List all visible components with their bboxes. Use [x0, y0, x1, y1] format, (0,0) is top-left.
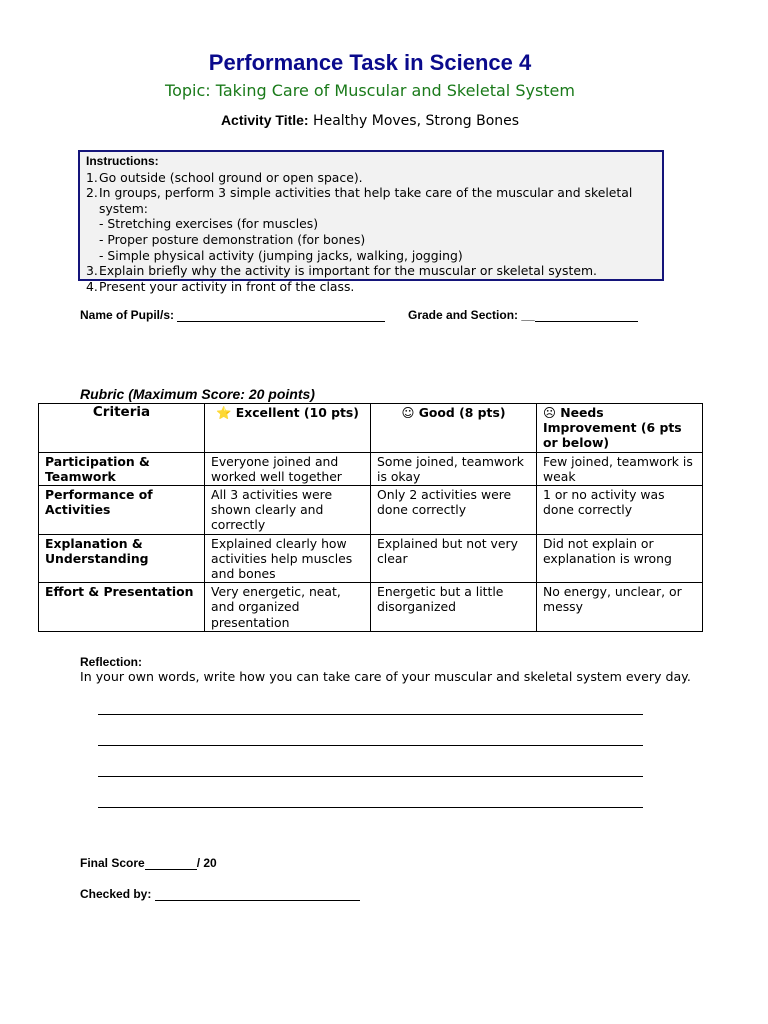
name-field-label: Name of Pupil/s:: [80, 308, 175, 322]
instruction-item: 1.Go outside (school ground or open space).: [86, 169, 363, 185]
good-cell: Energetic but a little disorganized: [371, 583, 537, 632]
table-row: [39, 486, 703, 535]
reflection-answer-line[interactable]: [98, 714, 643, 715]
excellent-cell: Everyone joined and worked well together: [205, 452, 371, 485]
instruction-subitem: - Stretching exercises (for muscles): [99, 216, 319, 232]
table-row: [39, 534, 703, 583]
activity-title-label: Activity Title:: [220, 112, 309, 128]
criteria-cell: Effort & Presentation: [39, 583, 205, 632]
page-title: Performance Task in Science 4: [208, 50, 532, 75]
grade-section-field: [408, 308, 638, 322]
grade-section-label: Grade and Section: __: [408, 308, 535, 322]
final-score-field: [80, 856, 217, 870]
instruction-item: 2.In groups, perform 3 simple activities that help take care of the muscular and skeletal: [86, 185, 633, 201]
needs-improvement-cell: 1 or no activity was done correctly: [537, 486, 703, 535]
rubric-header-excellent: ⭐ Excellent (10 pts): [205, 404, 371, 453]
good-cell: Only 2 activities were done correctly: [371, 486, 537, 535]
excellent-cell: All 3 activities were shown clearly and correctly: [205, 486, 371, 535]
instructions-box: [78, 150, 664, 294]
instruction-subitem: - Proper posture demonstration (for bones): [99, 231, 366, 247]
name-field-blank[interactable]: [177, 321, 385, 322]
instruction-item: 4.Present your activity in front of the class.: [86, 278, 355, 294]
instructions-heading: Instructions:: [86, 154, 159, 168]
criteria-cell: Explanation & Understanding: [39, 534, 205, 583]
needs-improvement-cell: Did not explain or explanation is wrong: [537, 534, 703, 583]
rubric-header-criteria: Criteria: [39, 404, 205, 453]
final-score-blank[interactable]: [145, 869, 197, 870]
reflection-answer-line[interactable]: [98, 807, 643, 808]
good-cell: Some joined, teamwork is okay: [371, 452, 537, 485]
rubric-title: Rubric (Maximum Score: 20 points): [80, 386, 315, 402]
table-row: [39, 452, 703, 485]
needs-improvement-cell: Few joined, teamwork is weak: [537, 452, 703, 485]
reflection-heading: Reflection:: [80, 655, 143, 669]
table-row: [39, 583, 703, 632]
checked-by-field: [80, 887, 360, 901]
final-score-suffix: / 20: [196, 856, 217, 870]
excellent-cell: Explained clearly how activities help muscles and bones: [205, 534, 371, 583]
activity-title: [0, 112, 740, 129]
checked-by-label: Checked by:: [80, 887, 152, 901]
name-field: [80, 308, 385, 322]
checked-by-blank[interactable]: [155, 900, 360, 901]
excellent-cell: Very energetic, neat, and organized presentation: [205, 583, 371, 632]
reflection-prompt: In your own words, write how you can take care of your muscular and skeletal system every day.: [80, 669, 691, 684]
needs-improvement-cell: No energy, unclear, or messy: [537, 583, 703, 632]
grade-section-blank[interactable]: [535, 321, 638, 322]
reflection-answer-line[interactable]: [98, 745, 643, 746]
rubric-table: [38, 403, 703, 632]
instruction-subitem: - Simple physical activity (jumping jacks, walking, jogging): [99, 247, 463, 263]
rubric-header-good: ☺ Good (8 pts): [371, 404, 537, 453]
activity-title-value: Healthy Moves, Strong Bones: [313, 113, 520, 129]
rubric-header-row: [39, 404, 703, 453]
instruction-item: 3.Explain briefly why the activity is important for the muscular or skeletal system.: [86, 263, 597, 279]
instruction-item-continued: system:: [99, 200, 148, 216]
rubric-header-needs-improvement: ☹ Needs Improvement (6 pts or below): [537, 404, 703, 453]
reflection-answer-line[interactable]: [98, 776, 643, 777]
final-score-label: Final Score: [80, 856, 145, 870]
good-cell: Explained but not very clear: [371, 534, 537, 583]
topic-heading: Topic: Taking Care of Muscular and Skeletal System: [165, 81, 575, 100]
criteria-cell: Performance of Activities: [39, 486, 205, 535]
criteria-cell: Participation & Teamwork: [39, 452, 205, 485]
